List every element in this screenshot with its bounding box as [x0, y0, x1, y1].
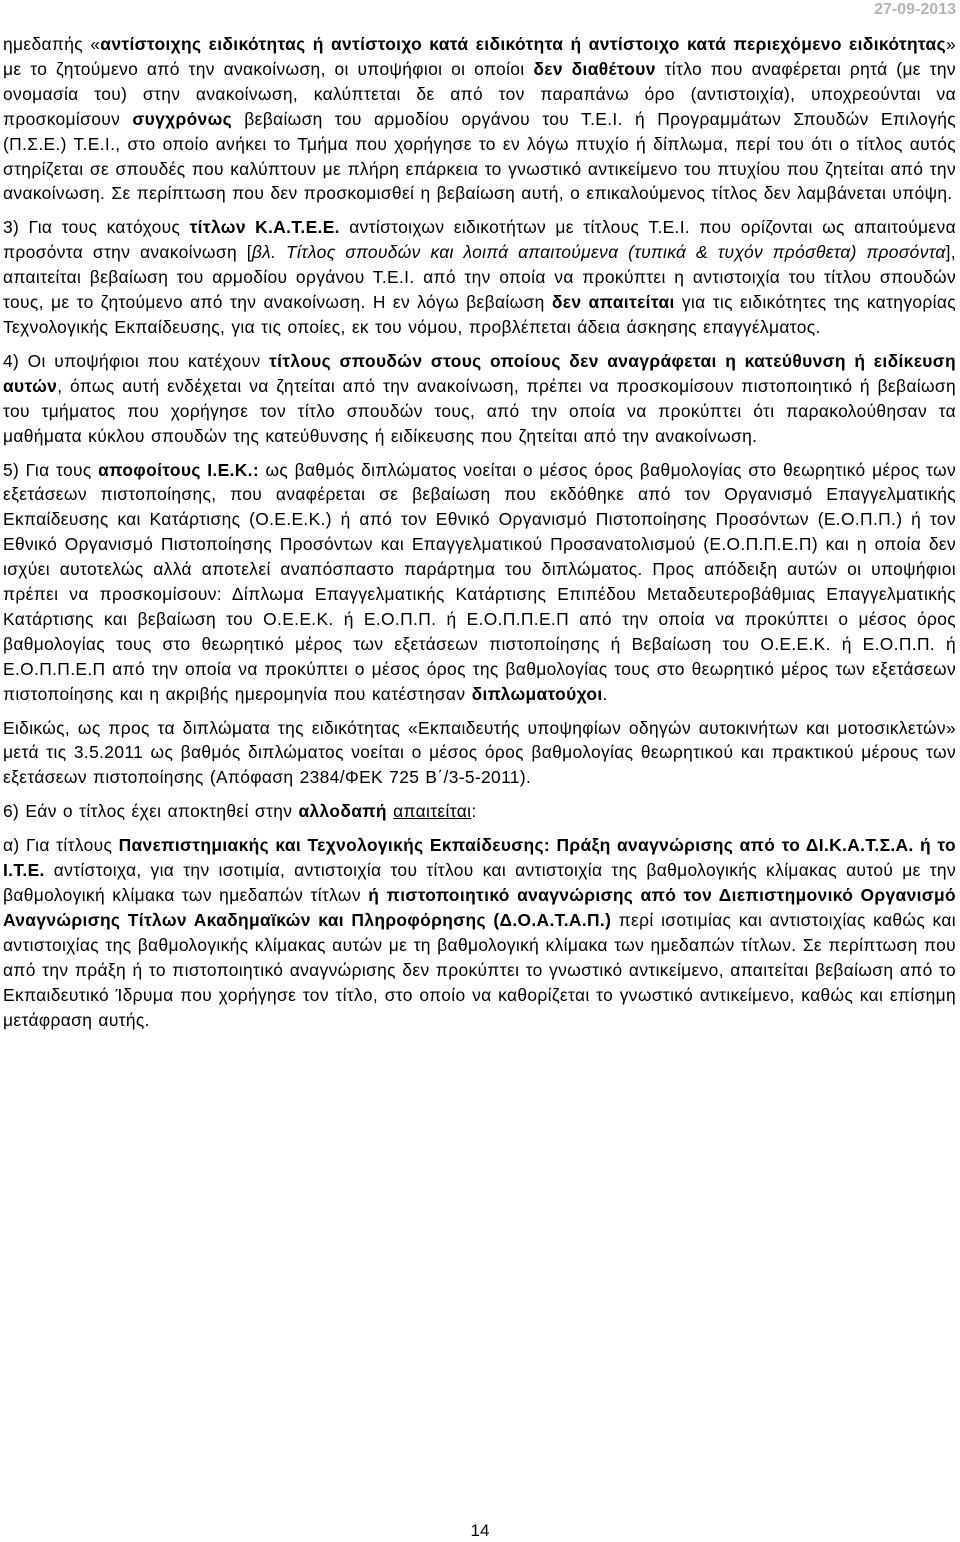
header-date: 27-09-2013 — [874, 1, 956, 18]
paragraph-specialization: 4) Οι υποψήφιοι που κατέχουν τίτλους σπουδών στους οποίους δεν αναγράφεται η κατεύθυνση ή ειδίκευση αυτών, όπως αυτή ενδέχεται να ζητείται από την ανακοίνωση, πρέπει να προσκομίσουν πιστοποιητικό ή βεβαίωση του τμήματος που χορήγησε τον τίτλο σπουδών τους, από την οποία να προκύπτει ότι παρακολούθησαν τα μαθήματα κύκλου σπουδών της κατεύθυνσης ή ειδίκευσης που ζητείται από την ανακοίνωση. — [3, 350, 956, 446]
paragraph-iek-graduates: 5) Για τους αποφοίτους Ι.Ε.Κ.: ως βαθμός διπλώματος νοείται ο μέσος όρος βαθμολογίας στο θεωρητικό μέρος των εξετάσεων πιστοποίησης, που αναφέρεται σε βεβαίωση που εκδόθηκε από τον Οργανισμό Επαγγελματικής Εκπαίδευσης και Κατάρτισης (Ο.Ε.Ε.Κ.) ή από τον Εθνικό Οργανισμό Πιστοποίησης Προσόντων (Ε.Ο.Π.Π.) ή τον Εθνικό Οργανισμό Πιστοποίησης Προσόντων και Επαγγελματικού Προσανατολισμού (Ε.Ο.Π.Π.Ε.Π) και η οποία δεν ισχύει αυτοτελώς αλλά αποτελεί αναπόσπαστο παράρτημα του διπλώματος. Προς απόδειξη αυτών οι υποψήφιοι πρέπει να προσκομίσουν: Δίπλωμα Επαγγελματικής Κατάρτισης Επιπέδου Μεταδευτεροβάθμιας Επαγγελματικής Κατάρτισης και βεβαίωση του Ο.Ε.Ε.Κ. ή Ε.Ο.Π.Π. ή Ε.Ο.Π.Π.Ε.Π από την οποία να προκύπτει ο μέσος όρος βαθμολογίας τους στο θεωρητικό μέρος των εξετάσεων πιστοποίησης ή Βεβαίωση του Ο.Ε.Ε.Κ. ή Ε.Ο.Π.Π. ή Ε.Ο.Π.Π.Ε.Π από την οποία να προκύπτει ο μέσος όρος της βαθμολογίας τους στο θεωρητικό μέρος των εξετάσεων πιστοποίησης και η ακριβής ημερομηνία που κατέστησαν διπλωματούχοι. — [3, 459, 957, 704]
paragraph-equivalence: ημεδαπής «αντίστοιχης ειδικότητας ή αντίστοιχο κατά ειδικότητα ή αντίστοιχο κατά περιεχόμενο ειδικότητας» με το ζητούμενο από την ανακοίνωση, οι υποψήφιοι οι οποίοι δεν διαθέτουν τίτλο που αναφέρεται ρητά (με την ονομασία του) στην ανακοίνωση, καλύπτεται δε από τον παραπάνω όρο (αντιστοιχία), υποχρεούνται να προσκομίσουν συγχρόνως βεβαίωση του αρμοδίου οργάνου του Τ.Ε.Ι. ή Προγραμμάτων Σπουδών Επιλογής (Π.Σ.Ε.) Τ.Ε.Ι., στο οποίο ανήκει το Τμήμα που χορήγησε το εν λόγω πτυχίο ή δίπλωμα, περί του ότι ο τίτλος αυτός στηρίζεται σε σπουδές που καλύπτουν με πλήρη επάρκεια το γνωστικό αντικείμενο του πτυχίου που ζητείται από την ανακοίνωση. Σε περίπτωση που δεν προσκομισθεί η βεβαίωση αυτή, ο επικαλούμενος τίτλος δεν λαμβάνεται υπόψη. — [3, 34, 957, 204]
paragraph-kateе-holders: 3) Για τους κατόχους τίτλων Κ.Α.Τ.Ε.Ε. αντίστοιχων ειδικοτήτων με τίτλους Τ.Ε.Ι. που ορίζονται ως απαιτούμενα προσόντα στην ανακοίνωση [βλ. Τίτλος σπουδών και λοιπά απαιτούμενα (τυπικά & τυχόν πρόσθετα) προσόντα], απαιτείται βεβαίωση του αρμοδίου οργάνου Τ.Ε.Ι. από την οποία να προκύπτει η αντιστοιχία του τίτλου σπουδών τους, με το ζητούμενο από την ανακοίνωση. Η εν λόγω βεβαίωση δεν απαιτείται για τις ειδικότητες της κατηγορίας Τεχνολογικής Εκπαίδευσης, για τις οποίες, εκ του νόμου, προβλέπεται άδεια άσκησης επαγγέλματος. — [3, 217, 956, 337]
paragraph-foreign-title: 6) Εάν ο τίτλος έχει αποκτηθεί στην αλλοδαπή απαιτείται: — [3, 801, 477, 822]
paragraph-university-recognition: α) Για τίτλους Πανεπιστημιακής και Τεχνολογικής Εκπαίδευσης: Πράξη αναγνώρισης από το ΔΙ.Κ.Α.Τ.Σ.Α. ή το Ι.Τ.Ε. αντίστοιχα, για την ισοτιμία, αντιστοιχία του τίτλου και αντιστοιχία της βαθμολογικής κλίμακας αυτού με την βαθμολογική κλίμακα των ημεδαπών τίτλων ή πιστοποιητικό αναγνώρισης από τον Διεπιστημονικό Οργανισμό Αναγνώρισης Τίτλων Ακαδημαϊκών και Πληροφόρησης (Δ.Ο.Α.Τ.Α.Π.) περί ισοτιμίας και αντιστοιχίας καθώς και αντιστοιχίας της βαθμολογικής κλίμακας αυτών με τη βαθμολογική κλίμακα των ημεδαπών τίτλων. Σε περίπτωση που από την πράξη ή το πιστοποιητικό αναγνώρισης δεν προκύπτει το γνωστικό αντικείμενο, απαιτείται βεβαίωση από το Εκπαιδευτικό Ίδρυμα που χορήγησε τον τίτλο, στο οποίο να καθορίζεται το γνωστικό αντικείμενο, καθώς και επίσημη μετάφραση αυτής. — [3, 835, 957, 1030]
page-number: 14 — [470, 1521, 490, 1540]
paragraph-driving-instructors: Ειδικώς, ως προς τα διπλώματα της ειδικότητας «Εκπαιδευτής υποψηφίων οδηγών αυτοκινήτων και μοτοσικλετών» μετά τις 3.5.2011 ως βαθμός διπλώματος νοείται ο μέσος όρος βαθμολογίας θεωρητικού και πρακτικού μέρους των εξετάσεων πιστοποίησης (Απόφαση 2384/ΦΕΚ 725 Β΄/3-5-2011). — [3, 717, 956, 788]
